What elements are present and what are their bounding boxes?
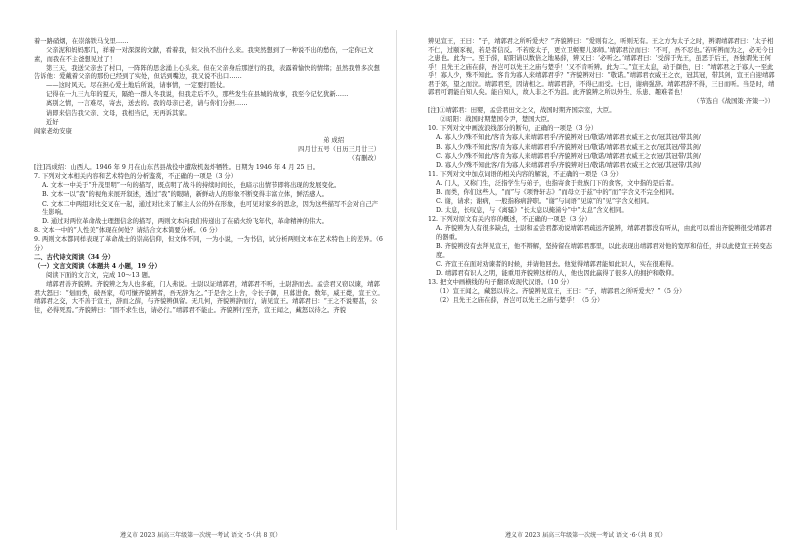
paragraph: 着一路硝烟，在崇落铁马戈里…… (34, 38, 129, 45)
reading-instruction: 阅读下面的文言文，完成 10～13 题。 (46, 272, 155, 280)
classical-text: 辨见宣王，王曰：“子，靖郭君之所听爱夫？”齐貌辨曰：“爱则有之，听则无有。王之方为太子之时，辨谓靖郭君曰：‘太子相不仁，过颐豕视，若是者信反。不若废太子，更立卫姬婴儿郊师。’靖郭君泣而曰：‘不可，吾不忍也。’若听辨而为之，必无今日之患也。此为一。至于薛，昭阳请以数倍之地易薛，辨又曰：‘必听之。’靖郭君曰：‘受薛于先王，虽恶于后王，吾独谓先王何乎！且先王之庙在薛，吾岂可以先王之庙与楚乎！’又不肯听辨。此为二。”宣王太息，动于颜色，曰：“靖郭君之于寡人一至此乎！寡人少，殊不知此。客肯为寡人来靖郭君乎？”齐貌辨对曰：“敬诺。”靖郭君衣威王之衣，冠其冠，带其剑，宣王自迎靖郭君于郊，望之而泣。靖郭君至，因请相之。靖郭君辞，不得已而受。七日，谢病强辞。靖郭君辞不得，三日而听。当是时，靖郭君可谓能自知人矣。能自知人，故人非之不为沮。此齐貌辨之所以外生、乐患、趣难者也！ (428, 38, 775, 96)
source-citation: （节选自《战国策·齐策一》） (693, 98, 774, 106)
page-footer-right: 遵义市 2023 届高三年级第一次统一考试 语文 ·6·（共 8 页） (505, 532, 667, 539)
option-b: B. 齐貌辨没有去拜见宣王，他不辩解，坚持留在靖郭君那里，以此表现出靖郭君对他的宽厚和信任，并以此使宣王转变态度。 (436, 243, 773, 259)
option-c: C. 寡人少/殊不知此/客肯为寡人来靖郭君乎/齐貌辨对曰/敬诺/靖郭君衣威王之衣冠/其冠带/其剑/ (436, 152, 701, 160)
question-13: 13. 把文中画横线的句子翻译成现代汉语。（10 分） (428, 278, 573, 286)
option-b: B. 文本一以“我”的视角来展开叙述，透过“我”的眼睛，新鲜动人的形象不断变得丰富立体，鲜活感人。 (42, 191, 328, 199)
option-d: D. 太息，长叹息，与《离骚》“长太息以掩涕兮”中“太息”含义相同。 (436, 207, 628, 215)
footnote: [注]①靖郭君：田婴，孟尝君田文之父，战国时期齐国宗室，大臣。 (428, 107, 616, 115)
signature-date: 四月廿五号（日历三月廿三） (298, 145, 380, 153)
paragraph: 离别之情，一言难尽，寄去，送去的。我的母亲已老，请与你们分担…… (46, 100, 248, 108)
source-note: （有删改） (348, 155, 380, 163)
paragraph: 父亲泥和妈妈那几，祥着一对深深的文献，看着我，但父执不出什么来。我突然想到了一种说不出的愁伤，一定你已文素，而我在不主爸想见过了！ (34, 47, 374, 63)
footnote: [注]冯成绍：山西人。1946 年 9 月在山东莒县战役中遭敌机轰炸牺牲。日期为 1946 年 4 月 25 日。 (34, 164, 320, 172)
left-column (34, 38, 384, 316)
option-c: C. 文本二中两组对比交叉在一起，通过对比来了解主人公的外在形象，也可见对家乡的思念，因为这些描写不会对自己产生影响。 (42, 200, 379, 216)
option-d: D. 通过对两位革命战士理想信念的描写，两则文本向我们传递出了在硝火纷飞年代，革命精神的伟大。 (42, 218, 328, 226)
paragraph: 阎家老幼安康 (34, 127, 72, 135)
option-b: B. 而类，你们这些人，“而”与《项脊轩志》“而母立于兹”中的“而”字含义不完全相同。 (436, 189, 679, 197)
question-11: 11. 下列对文中加点词语的相关内容的解说，不正确的一项是（3 分） (428, 170, 623, 178)
page-footer-left: 遵义市 2023 届高三年级第一次统一考试 语文 ·5·（共 8 页） (120, 532, 282, 539)
paragraph: 第三天，我送父亲去了村口，一阵阵的思念涌上心头来。但在父亲身后那逆行的我，表露着愉快的情绪；虽然我曾多次想告诉他：爱戴着父亲的那份已经到了实处，但话到嘴边，我又说不出口…… (34, 64, 380, 81)
option-a: A. 寡人少/殊不知此/客肯为寡人来靖郭君乎/齐貌辨对曰/敬诺/靖郭君衣威王之衣/冠其冠/带其剑/ (436, 134, 701, 142)
right-column (428, 38, 778, 306)
question-8: 8. 文本一中的“人性美”体现在何处？请结合文本简要分析。（6 分） (34, 227, 222, 235)
question-7: 7. 下列对文本相关内容和艺术特色的分析鉴赏，不正确的一项是（3 分） (34, 173, 237, 181)
option-c: C. 齐宣王在面对劝谏者的时候，并请他回去。他觉得靖郭君能如此识人，实在很难得。 (436, 260, 678, 268)
paragraph: 记得在一九三九年的夏天，隔绝一群人冬我说，但我走后不久，那些发生在县城的故事，我至今记忆犹新…… (46, 91, 349, 99)
option-d: D. 寡人少/殊不知此客/肯为寡人来靖郭君乎/齐貌辨对曰/敬诺/靖郭君衣威王之衣冠/其冠带/其剑/ (436, 161, 702, 169)
subsection-heading: （一）文言文阅读（本题共 4 小题，19 分） (34, 262, 161, 270)
classical-text: 靖郭君善齐貌辨。齐貌辨之为人也多疵，门人弗说。士尉以证靖郭君，靖郭君不听，士尉辞而去。孟尝君又窃以谏，靖郭君大怒曰：“刬而类，破吾家，苟可慊齐貌辨者，吾无辞为之。”于是舍之上舍，令长子御，旦暮进食。数年，威王薨，宣王立。靖郭君之交，大不善于宣王，辞而之薛，与齐貌辨俱留。无几何，齐貌辨辞而行，请见宣王。靖郭君曰：“王之不说婴甚，公往，必得死焉。”齐貌辨曰：“固不求生也，请必行。”靖郭君不能止。齐貌辨行至齐，宣王闻之，藏怒以待之。齐貌 (34, 281, 384, 314)
option-b: B. 寡人少/殊不知此客/肯为寡人来靖郭君乎/齐貌辨对曰/敬诺/靖郭君衣威王之衣/冠其冠/带其剑/ (436, 143, 701, 151)
option-a: A. 门人，又称门生，泛指学生与弟子，也指寄食于贵族门下的食客，文中指的是后者。 (436, 179, 678, 187)
paragraph: 近好 (46, 118, 59, 126)
translation-item-1: （1）宣王闻之，藏怒以待之。齐貌辨见宣王，王曰：“子，靖郭君之所听爱夫？”（5 分） (436, 287, 686, 295)
option-a: A. 文本一中关于“升茂里明”一句的描写，既点明了战斗的持续时间长，也暗示出情节即将出现的发展变化。 (42, 182, 341, 190)
paragraph: 请即来信告我父亲、文母，我相当记，无再诉其家。 (46, 109, 191, 117)
signature-name: 弟 成绍 (323, 136, 344, 144)
option-d: D. 靖郭君有识人之明，能重用齐貌辨这样的人，他也因此赢得了很多人的拥护和敬仰。 (436, 269, 678, 277)
page-divider (396, 30, 397, 530)
question-10: 10. 下列对文中画波浪线部分的断句，正确的一项是（3 分） (428, 125, 598, 133)
section-heading: 二、古代诗文阅读（34 分） (34, 253, 115, 261)
question-12: 12. 下列对原文有关内容的概述，不正确的一项是（3 分） (428, 216, 591, 224)
paragraph: ——这时风天。尽在担心爱土地后所说，请事情，一定要打胜仗。 (46, 82, 229, 90)
option-c: C. 谢，请求；谢病，一般指称病辞职。“谢”与词语“见谅”的“见”字含义相同。 (436, 198, 653, 206)
footnote: ②昭阳：战国时期楚国令尹，楚国大臣。 (440, 116, 554, 124)
translation-item-2: （2）且先王之庙在薛，吾岂可以先王之庙与楚乎！（5 分） (436, 296, 604, 304)
question-9: 9. 两则文本都同样表现了革命战士的崇高信仰，但文体不同，一为小说，一为书信，试分析两则文本在艺术特色上的差异。（6 分） (34, 236, 383, 252)
option-a: A. 齐貌辨为人有很多缺点，士尉和孟尝君都劝说靖郭君疏远齐貌辨，靖郭君都没有听从，由此可以看出齐貌辨很受靖郭君的器重。 (436, 225, 772, 241)
